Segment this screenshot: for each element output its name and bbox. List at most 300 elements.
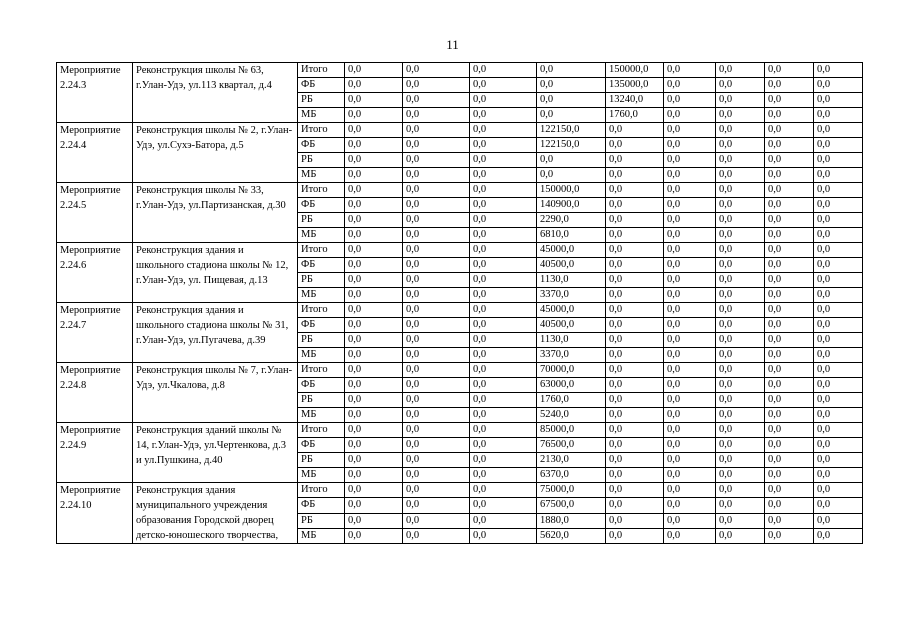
amount-cell: 0,0 (664, 78, 716, 93)
amount-cell: 0,0 (765, 363, 814, 378)
amount-cell: 0,0 (470, 138, 537, 153)
amount-cell: 0,0 (606, 213, 664, 228)
amount-cell: 0,0 (606, 198, 664, 213)
amount-cell: 0,0 (814, 303, 863, 318)
amount-cell: 0,0 (765, 348, 814, 363)
amount-cell: 0,0 (403, 123, 470, 138)
funding-source: ФБ (298, 438, 345, 453)
amount-cell: 0,0 (606, 453, 664, 468)
amount-cell: 0,0 (470, 123, 537, 138)
amount-cell: 0,0 (345, 183, 403, 198)
amount-cell: 0,0 (345, 498, 403, 513)
amount-cell: 0,0 (403, 378, 470, 393)
amount-cell: 0,0 (606, 303, 664, 318)
amount-cell: 70000,0 (537, 363, 606, 378)
funding-source: Итого (298, 363, 345, 378)
amount-cell: 0,0 (814, 483, 863, 498)
amount-cell: 0,0 (345, 378, 403, 393)
amount-cell: 0,0 (606, 363, 664, 378)
amount-cell: 0,0 (345, 93, 403, 108)
amount-cell: 0,0 (470, 438, 537, 453)
amount-cell: 76500,0 (537, 438, 606, 453)
amount-cell: 0,0 (664, 213, 716, 228)
amount-cell: 0,0 (470, 348, 537, 363)
amount-cell: 0,0 (765, 93, 814, 108)
amount-cell: 0,0 (765, 78, 814, 93)
amount-cell: 0,0 (664, 468, 716, 483)
amount-cell: 0,0 (470, 318, 537, 333)
amount-cell: 0,0 (814, 168, 863, 183)
measure-description: Реконструкция здания муниципального учреждения образования Городской дворец детско-юношеского творчества, (133, 483, 298, 544)
amount-cell: 0,0 (664, 168, 716, 183)
amount-cell: 0,0 (606, 378, 664, 393)
amount-cell: 0,0 (664, 273, 716, 288)
amount-cell: 0,0 (664, 63, 716, 78)
amount-cell: 0,0 (814, 273, 863, 288)
amount-cell: 0,0 (765, 258, 814, 273)
amount-cell: 0,0 (403, 168, 470, 183)
amount-cell: 0,0 (403, 198, 470, 213)
amount-cell: 0,0 (403, 423, 470, 438)
amount-cell: 1130,0 (537, 333, 606, 348)
amount-cell: 0,0 (814, 423, 863, 438)
amount-cell: 0,0 (664, 138, 716, 153)
amount-cell: 67500,0 (537, 498, 606, 513)
amount-cell: 0,0 (403, 393, 470, 408)
amount-cell: 0,0 (664, 228, 716, 243)
amount-cell: 0,0 (765, 333, 814, 348)
amount-cell: 0,0 (664, 348, 716, 363)
amount-cell: 0,0 (716, 168, 765, 183)
amount-cell: 0,0 (814, 513, 863, 528)
amount-cell: 0,0 (664, 363, 716, 378)
amount-cell: 0,0 (765, 318, 814, 333)
amount-cell: 0,0 (470, 333, 537, 348)
amount-cell: 0,0 (664, 258, 716, 273)
amount-cell: 0,0 (470, 183, 537, 198)
funding-source: ФБ (298, 138, 345, 153)
amount-cell: 0,0 (403, 498, 470, 513)
amount-cell: 0,0 (716, 513, 765, 528)
page-number: 11 (446, 37, 459, 52)
amount-cell: 0,0 (664, 198, 716, 213)
amount-cell: 0,0 (765, 63, 814, 78)
funding-source: МБ (298, 468, 345, 483)
amount-cell: 0,0 (765, 498, 814, 513)
amount-cell: 0,0 (765, 273, 814, 288)
amount-cell: 0,0 (403, 213, 470, 228)
amount-cell: 0,0 (470, 303, 537, 318)
amount-cell: 0,0 (814, 198, 863, 213)
table-row (57, 423, 863, 438)
funding-source: РБ (298, 93, 345, 108)
amount-cell: 0,0 (606, 393, 664, 408)
amount-cell: 0,0 (345, 318, 403, 333)
amount-cell: 0,0 (814, 108, 863, 123)
amount-cell: 0,0 (403, 529, 470, 544)
amount-cell: 0,0 (403, 333, 470, 348)
funding-source: ФБ (298, 318, 345, 333)
amount-cell: 0,0 (403, 108, 470, 123)
amount-cell: 0,0 (345, 288, 403, 303)
amount-cell: 0,0 (345, 123, 403, 138)
amount-cell: 0,0 (765, 393, 814, 408)
amount-cell: 0,0 (403, 63, 470, 78)
measure-id: Мероприятие 2.24.6 (57, 243, 133, 303)
amount-cell: 0,0 (765, 198, 814, 213)
amount-cell: 0,0 (403, 258, 470, 273)
amount-cell: 0,0 (606, 468, 664, 483)
amount-cell: 0,0 (345, 393, 403, 408)
amount-cell: 0,0 (345, 63, 403, 78)
amount-cell: 0,0 (345, 408, 403, 423)
funding-source: Итого (298, 243, 345, 258)
amount-cell: 0,0 (403, 93, 470, 108)
amount-cell: 0,0 (814, 468, 863, 483)
measure-description: Реконструкция школы № 7, г.Улан-Удэ, ул.Чкалова, д.8 (133, 363, 298, 423)
amount-cell: 0,0 (606, 288, 664, 303)
table-row (57, 123, 863, 138)
amount-cell: 0,0 (765, 468, 814, 483)
amount-cell: 0,0 (606, 273, 664, 288)
amount-cell: 0,0 (606, 423, 664, 438)
amount-cell: 0,0 (765, 153, 814, 168)
amount-cell: 0,0 (606, 408, 664, 423)
amount-cell: 0,0 (345, 333, 403, 348)
amount-cell: 0,0 (716, 363, 765, 378)
amount-cell: 0,0 (814, 93, 863, 108)
amount-cell: 0,0 (345, 483, 403, 498)
amount-cell: 0,0 (403, 288, 470, 303)
amount-cell: 0,0 (470, 63, 537, 78)
amount-cell: 0,0 (606, 483, 664, 498)
amount-cell: 0,0 (470, 288, 537, 303)
amount-cell: 0,0 (664, 453, 716, 468)
measure-id: Мероприятие 2.24.8 (57, 363, 133, 423)
measure-id: Мероприятие 2.24.4 (57, 123, 133, 183)
amount-cell: 0,0 (716, 303, 765, 318)
amount-cell: 0,0 (606, 513, 664, 528)
amount-cell: 0,0 (716, 213, 765, 228)
funding-source: ФБ (298, 258, 345, 273)
amount-cell: 0,0 (345, 513, 403, 528)
funding-source: ФБ (298, 198, 345, 213)
amount-cell: 0,0 (716, 348, 765, 363)
amount-cell: 0,0 (814, 228, 863, 243)
amount-cell: 0,0 (765, 513, 814, 528)
amount-cell: 0,0 (345, 138, 403, 153)
amount-cell: 0,0 (814, 138, 863, 153)
funding-source: Итого (298, 123, 345, 138)
amount-cell: 1760,0 (606, 108, 664, 123)
amount-cell: 3370,0 (537, 348, 606, 363)
amount-cell: 0,0 (345, 228, 403, 243)
amount-cell: 0,0 (470, 258, 537, 273)
measure-description: Реконструкция зданий школы № 14, г.Улан-Удэ, ул.Чертенкова, д.3 и ул.Пушкина, д.40 (133, 423, 298, 483)
amount-cell: 0,0 (345, 303, 403, 318)
measure-description: Реконструкция школы № 33, г.Улан-Удэ, ул.Партизанская, д.30 (133, 183, 298, 243)
amount-cell: 0,0 (716, 529, 765, 544)
amount-cell: 0,0 (765, 423, 814, 438)
funding-source: МБ (298, 529, 345, 544)
amount-cell: 0,0 (814, 348, 863, 363)
amount-cell: 5240,0 (537, 408, 606, 423)
amount-cell: 0,0 (606, 318, 664, 333)
amount-cell: 1760,0 (537, 393, 606, 408)
amount-cell: 0,0 (537, 63, 606, 78)
amount-cell: 150000,0 (537, 183, 606, 198)
amount-cell: 0,0 (537, 153, 606, 168)
measure-description: Реконструкция здания и школьного стадиона школы № 31, г.Улан-Удэ, ул.Пугачева, д.39 (133, 303, 298, 363)
amount-cell: 0,0 (716, 288, 765, 303)
amount-cell: 0,0 (345, 153, 403, 168)
amount-cell: 0,0 (403, 183, 470, 198)
amount-cell: 0,0 (606, 438, 664, 453)
amount-cell: 0,0 (345, 348, 403, 363)
table-row (57, 243, 863, 258)
measure-description: Реконструкция школы № 2, г.Улан-Удэ, ул.Сухэ-Батора, д.5 (133, 123, 298, 183)
amount-cell: 0,0 (716, 453, 765, 468)
amount-cell: 0,0 (664, 183, 716, 198)
amount-cell: 6370,0 (537, 468, 606, 483)
amount-cell: 0,0 (716, 333, 765, 348)
amount-cell: 0,0 (403, 513, 470, 528)
funding-source: РБ (298, 213, 345, 228)
amount-cell: 0,0 (470, 513, 537, 528)
amount-cell: 0,0 (537, 168, 606, 183)
amount-cell: 0,0 (664, 513, 716, 528)
amount-cell: 0,0 (345, 258, 403, 273)
measure-id: Мероприятие 2.24.10 (57, 483, 133, 544)
amount-cell: 0,0 (765, 123, 814, 138)
funding-source: Итого (298, 303, 345, 318)
table-row (57, 63, 863, 78)
amount-cell: 0,0 (403, 153, 470, 168)
amount-cell: 0,0 (664, 243, 716, 258)
amount-cell: 0,0 (765, 243, 814, 258)
amount-cell: 0,0 (537, 78, 606, 93)
amount-cell: 0,0 (470, 408, 537, 423)
funding-source: МБ (298, 228, 345, 243)
amount-cell: 0,0 (716, 123, 765, 138)
amount-cell: 0,0 (664, 498, 716, 513)
amount-cell: 0,0 (470, 228, 537, 243)
amount-cell: 0,0 (345, 168, 403, 183)
budget-table (56, 62, 863, 544)
measure-id: Мероприятие 2.24.5 (57, 183, 133, 243)
amount-cell: 0,0 (814, 408, 863, 423)
amount-cell: 0,0 (765, 453, 814, 468)
amount-cell: 0,0 (403, 243, 470, 258)
amount-cell: 0,0 (664, 288, 716, 303)
amount-cell: 0,0 (403, 273, 470, 288)
amount-cell: 0,0 (606, 258, 664, 273)
amount-cell: 0,0 (606, 168, 664, 183)
amount-cell: 140900,0 (537, 198, 606, 213)
amount-cell: 0,0 (716, 318, 765, 333)
amount-cell: 75000,0 (537, 483, 606, 498)
amount-cell: 0,0 (765, 183, 814, 198)
amount-cell: 0,0 (606, 498, 664, 513)
amount-cell: 0,0 (664, 93, 716, 108)
amount-cell: 0,0 (537, 93, 606, 108)
funding-source: РБ (298, 273, 345, 288)
funding-source: РБ (298, 393, 345, 408)
amount-cell: 0,0 (664, 153, 716, 168)
amount-cell: 0,0 (814, 123, 863, 138)
amount-cell: 0,0 (716, 423, 765, 438)
amount-cell: 0,0 (345, 243, 403, 258)
amount-cell: 0,0 (814, 183, 863, 198)
amount-cell: 0,0 (814, 318, 863, 333)
amount-cell: 0,0 (345, 529, 403, 544)
funding-source: РБ (298, 513, 345, 528)
funding-source: РБ (298, 333, 345, 348)
funding-source: Итого (298, 63, 345, 78)
amount-cell: 122150,0 (537, 138, 606, 153)
amount-cell: 0,0 (606, 153, 664, 168)
amount-cell: 0,0 (664, 438, 716, 453)
table-row (57, 183, 863, 198)
funding-source: ФБ (298, 78, 345, 93)
amount-cell: 0,0 (606, 348, 664, 363)
amount-cell: 0,0 (765, 378, 814, 393)
funding-source: ФБ (298, 498, 345, 513)
amount-cell: 0,0 (814, 258, 863, 273)
amount-cell: 0,0 (716, 93, 765, 108)
amount-cell: 0,0 (765, 303, 814, 318)
amount-cell: 6810,0 (537, 228, 606, 243)
measure-description: Реконструкция здания и школьного стадиона школы № 12, г.Улан-Удэ, ул. Пищевая, д.13 (133, 243, 298, 303)
amount-cell: 0,0 (606, 183, 664, 198)
amount-cell: 0,0 (664, 408, 716, 423)
table-row (57, 363, 863, 378)
amount-cell: 0,0 (814, 288, 863, 303)
amount-cell: 0,0 (765, 529, 814, 544)
amount-cell: 0,0 (606, 123, 664, 138)
amount-cell: 0,0 (716, 183, 765, 198)
amount-cell: 0,0 (814, 243, 863, 258)
amount-cell: 122150,0 (537, 123, 606, 138)
amount-cell: 0,0 (814, 333, 863, 348)
funding-source: РБ (298, 453, 345, 468)
amount-cell: 0,0 (716, 108, 765, 123)
amount-cell: 5620,0 (537, 529, 606, 544)
amount-cell: 0,0 (470, 198, 537, 213)
amount-cell: 0,0 (345, 78, 403, 93)
amount-cell: 0,0 (345, 438, 403, 453)
amount-cell: 0,0 (664, 378, 716, 393)
amount-cell: 0,0 (403, 438, 470, 453)
amount-cell: 40500,0 (537, 318, 606, 333)
amount-cell: 0,0 (403, 138, 470, 153)
amount-cell: 0,0 (403, 468, 470, 483)
amount-cell: 0,0 (664, 483, 716, 498)
amount-cell: 1880,0 (537, 513, 606, 528)
amount-cell: 0,0 (765, 483, 814, 498)
amount-cell: 0,0 (716, 468, 765, 483)
amount-cell: 0,0 (765, 108, 814, 123)
amount-cell: 2290,0 (537, 213, 606, 228)
funding-source: Итого (298, 183, 345, 198)
amount-cell: 135000,0 (606, 78, 664, 93)
amount-cell: 0,0 (716, 393, 765, 408)
table-row (57, 483, 863, 498)
amount-cell: 0,0 (814, 393, 863, 408)
amount-cell: 0,0 (664, 108, 716, 123)
amount-cell: 0,0 (345, 453, 403, 468)
amount-cell: 0,0 (470, 498, 537, 513)
amount-cell: 0,0 (765, 138, 814, 153)
amount-cell: 0,0 (403, 318, 470, 333)
amount-cell: 0,0 (470, 213, 537, 228)
amount-cell: 0,0 (814, 378, 863, 393)
measure-id: Мероприятие 2.24.9 (57, 423, 133, 483)
amount-cell: 0,0 (606, 529, 664, 544)
amount-cell: 0,0 (716, 78, 765, 93)
amount-cell: 0,0 (470, 93, 537, 108)
amount-cell: 0,0 (814, 453, 863, 468)
amount-cell: 0,0 (716, 408, 765, 423)
amount-cell: 0,0 (403, 348, 470, 363)
amount-cell: 0,0 (606, 333, 664, 348)
measure-description: Реконструкция школы № 63, г.Улан-Удэ, ул.113 квартал, д.4 (133, 63, 298, 123)
amount-cell: 45000,0 (537, 303, 606, 318)
amount-cell: 0,0 (470, 378, 537, 393)
amount-cell: 0,0 (470, 363, 537, 378)
amount-cell: 0,0 (664, 123, 716, 138)
measure-id: Мероприятие 2.24.7 (57, 303, 133, 363)
amount-cell: 85000,0 (537, 423, 606, 438)
amount-cell: 150000,0 (606, 63, 664, 78)
funding-source: МБ (298, 168, 345, 183)
amount-cell: 0,0 (470, 108, 537, 123)
amount-cell: 0,0 (716, 258, 765, 273)
amount-cell: 0,0 (470, 529, 537, 544)
amount-cell: 0,0 (814, 529, 863, 544)
amount-cell: 0,0 (814, 438, 863, 453)
funding-source: Итого (298, 423, 345, 438)
amount-cell: 0,0 (470, 483, 537, 498)
amount-cell: 0,0 (765, 228, 814, 243)
amount-cell: 0,0 (664, 333, 716, 348)
amount-cell: 0,0 (470, 423, 537, 438)
amount-cell: 0,0 (345, 468, 403, 483)
amount-cell: 0,0 (345, 213, 403, 228)
amount-cell: 0,0 (765, 438, 814, 453)
amount-cell: 0,0 (716, 138, 765, 153)
amount-cell: 0,0 (345, 423, 403, 438)
amount-cell: 0,0 (470, 468, 537, 483)
amount-cell: 0,0 (537, 108, 606, 123)
amount-cell: 0,0 (345, 108, 403, 123)
amount-cell: 0,0 (716, 273, 765, 288)
amount-cell: 0,0 (403, 303, 470, 318)
measure-id: Мероприятие 2.24.3 (57, 63, 133, 123)
amount-cell: 0,0 (606, 243, 664, 258)
amount-cell: 0,0 (814, 63, 863, 78)
amount-cell: 0,0 (716, 198, 765, 213)
amount-cell: 40500,0 (537, 258, 606, 273)
amount-cell: 0,0 (470, 453, 537, 468)
amount-cell: 0,0 (345, 273, 403, 288)
amount-cell: 0,0 (716, 498, 765, 513)
amount-cell: 0,0 (470, 393, 537, 408)
amount-cell: 3370,0 (537, 288, 606, 303)
amount-cell: 0,0 (716, 378, 765, 393)
amount-cell: 0,0 (664, 318, 716, 333)
funding-source: МБ (298, 288, 345, 303)
